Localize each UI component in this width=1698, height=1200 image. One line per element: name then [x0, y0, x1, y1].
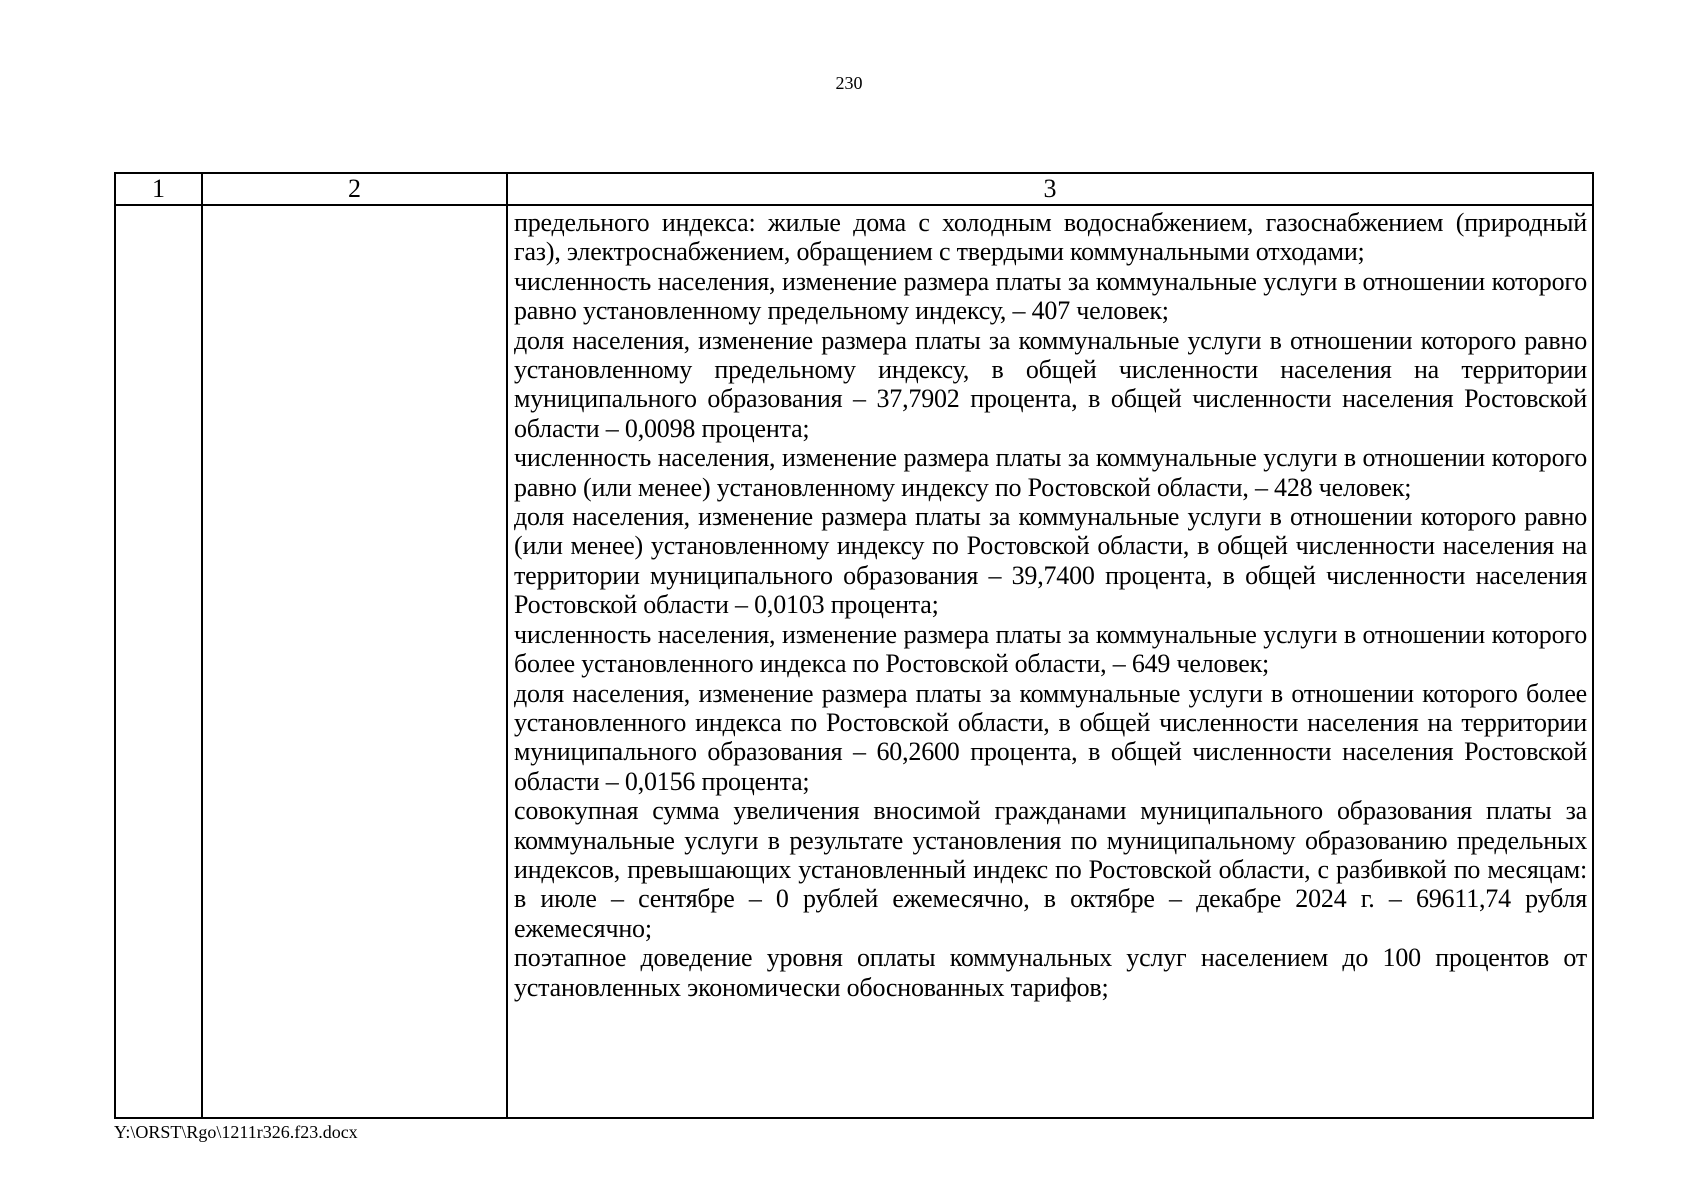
- column-header-3: 3: [507, 173, 1593, 205]
- paragraph: совокупная сумма увеличения вносимой гражданами муниципального образования платы за коммунальные услуги в результате установления по муниципальному образованию предельных индексов, превышающих установленный индекс по Ростовской области, с разбивкой по месяцам: в июле – сентябре – 0 рублей ежемесячно, в октябре – декабре 2024 г. – 69611,74 рубля ежемесячно;: [514, 796, 1587, 943]
- paragraph: численность населения, изменение размера платы за коммунальные услуги в отношении которого равно установленному предельному индексу, – 407 человек;: [514, 266, 1587, 326]
- paragraph: доля населения, изменение размера платы за коммунальные услуги в отношении которого равно (или менее) установленному индексу по Ростовской области, в общей численности населения на территории муниципального образования – 39,7400 процента, в общей численности населения Ростовской области – 0,0103 процента;: [514, 502, 1587, 620]
- paragraph: доля населения, изменение размера платы за коммунальные услуги в отношении которого равно установленному предельному индексу, в общей численности населения на территории муниципального образования – 37,7902 процента, в общей численности населения Ростовской области – 0,0098 процента;: [514, 325, 1587, 443]
- document-table: [114, 172, 1594, 1119]
- column-header-2: 2: [202, 173, 507, 205]
- table-header-row: [115, 173, 1593, 205]
- column-header-1: 1: [115, 173, 202, 205]
- paragraph: доля населения, изменение размера платы за коммунальные услуги в отношении которого более установленного индекса по Ростовской области, в общей численности населения на территории муниципального образования – 60,2600 процента, в общей численности населения Ростовской области – 0,0156 процента;: [514, 678, 1587, 796]
- paragraph: численность населения, изменение размера платы за коммунальные услуги в отношении которого равно (или менее) установленному индексу по Ростовской области, – 428 человек;: [514, 443, 1587, 502]
- file-path-footer: Y:\ORST\Rgo\1211r326.f23.docx: [114, 1122, 358, 1142]
- paragraph: поэтапное доведение уровня оплаты коммунальных услуг населением до 100 процентов от установленных экономически обоснованных тарифов;: [514, 943, 1587, 1002]
- page-number: 230: [835, 73, 863, 93]
- paragraph: численность населения, изменение размера платы за коммунальные услуги в отношении которого более установленного индекса по Ростовской области, – 649 человек;: [514, 619, 1587, 679]
- table-cell-col-3: [507, 205, 1593, 1118]
- table-row: [115, 205, 1593, 1118]
- table-cell-col-1: [115, 205, 202, 1118]
- table-cell-col-2: [202, 205, 507, 1118]
- paragraph: предельного индекса: жилые дома с холодным водоснабжением, газоснабжением (природный газ), электроснабжением, обращением с твердыми коммунальными отходами;: [514, 208, 1587, 267]
